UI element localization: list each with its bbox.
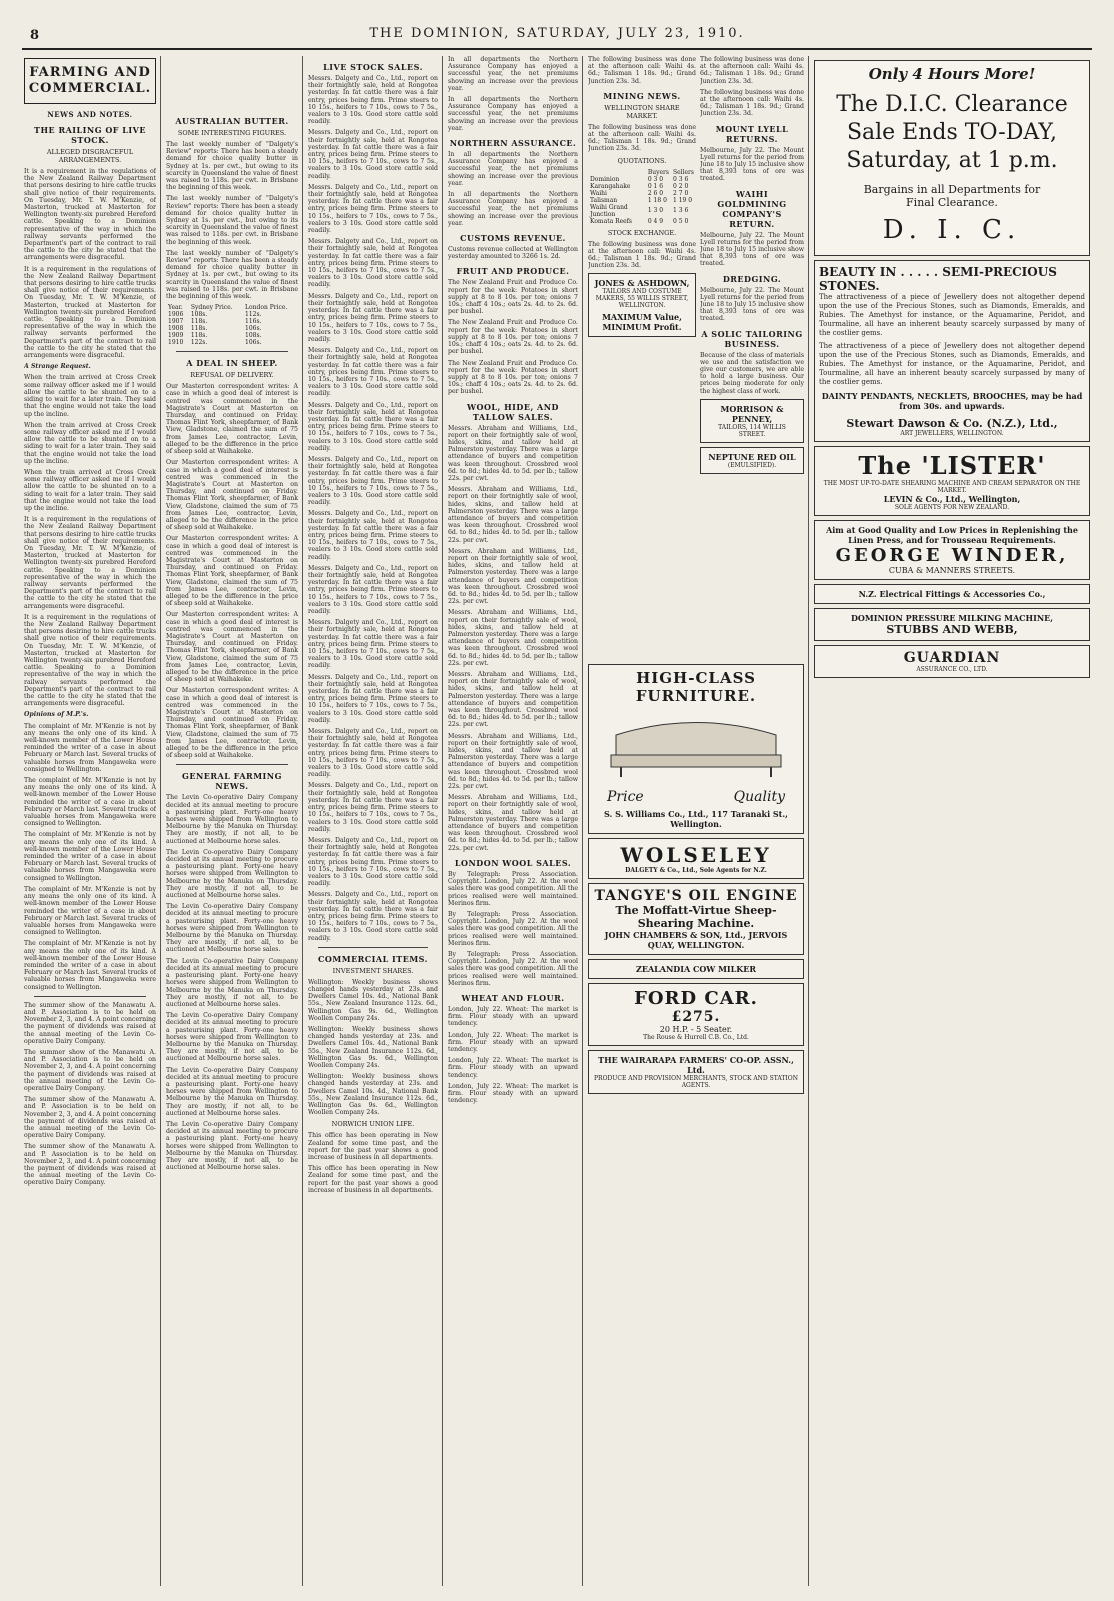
railing-article: It is a requirement in the regulations of the New Zealand Railway Department that persons desiring to hire cattle trucks shall give notice of their requirements. On Tuesday, Mr. T. W. M'Kenzie, of Masterton, trucked at Masterton for Wellington twenty-six purebred Hereford cattle. Speaking to a Dominion representative of the way in which the railway servants performed the Department's part of the contract to rail the cattle to the city he stated that the arrangements were disgraceful. [24,516,156,610]
table-row [166,332,298,339]
london-article: By Telegraph: Press Association. Copyright. London, July 22. At the wool sales there was good competition. All the prices realised were well maintained. Merinos firm. [448,950,578,987]
column-farming [24,56,156,1586]
wairarapa-name: THE WAIRARAPA FARMERS' CO-OP. ASSN., Ltd. [598,1055,794,1075]
neptune-sub: (EMULSIFIED). [727,461,777,469]
sofa-illustration [596,705,796,785]
furniture-ad [588,664,804,834]
table-cell: Dominion [590,175,620,183]
column-rule [442,56,443,1586]
tangye-ad [588,883,804,955]
wool-article: Messrs. Abraham and Williams, Ltd., report on their fortnightly sale of wool, hides, skins, and tallow held at Palmerston yesterday. There was a large attendance of buyers and competition was keen throughout. Crossbred wool 6d. to 8d.; hides 4d. to 5d. per lb.; tallow 22s. per cwt. [448,794,578,852]
table-cell: 2 7 0 [673,189,689,197]
page-number: 8 [30,28,40,43]
morrison-penney-ad [700,399,804,443]
winder-name: GEORGE WINDER, [835,545,1069,566]
electrical-name: N.Z. Electrical Fittings & Accessories Co., [858,589,1046,599]
table-cell: 0 4 9 [647,217,664,225]
wolseley-ad [588,838,804,879]
stewart-name: Stewart Dawson & Co. (N.Z.), Ltd., [846,417,1058,430]
butter-article: The last weekly number of "Dalgety's Review" reports: There has been a steady demand for choice quality butter in Sydney at 1s. per cwt., but owing to its scarcity in Queensland the value of finest was raised to 118s. per cwt. in Brisbane the beginning of this week. [166,249,298,301]
lyell-article: Melbourne, July 22. The Mount Lyell returns for the period from June 18 to July 15 inclusive show that 8,393 tons of ore was treated. [700,231,804,268]
share-heading: WELLINGTON SHARE MARKET. [604,103,680,120]
stubbs-name: STUBBS AND WEBB, [886,623,1018,636]
waihi-heading: WAIHI GOLDMINING COMPANY'S RETURN. [717,188,787,229]
fruit-article: The New Zealand Fruit and Produce Co. report for the week: Potatoes in short supply at 8 to 8 10s. per ton; onions 7 10s.; chaff 4 10s.; oats 2s. 4d. to 2s. 6d. per bushel. [448,279,578,316]
sheep-article: Our Masterton correspondent writes: A case in which a good deal of interest is centred was commenced in the Magistrate's Court at Masterton on Thursday, and continued on Friday. Thomas Flint York, sheepfarmer, of Bank View, Gladstone, claimed the sum of 75 from James Lee, contractor, Levin, alleged to be the difference in the price of sheep sold at Waihakeke. [166,459,298,532]
railing-article: It is a requirement in the regulations of the New Zealand Railway Department that persons desiring to hire cattle trucks shall give notice of their requirements. On Tuesday, Mr. T. W. M'Kenzie, of Masterton, trucked at Masterton for Wellington twenty-six purebred Hereford cattle. Speaking to a Dominion representative of the way in which the railway servants performed the Department's part of the contract to rail the cattle to the city he stated that the arrangements were disgraceful. [24,265,156,360]
table-cell: 0 3 0 [647,175,664,183]
table-row [588,176,696,183]
fruit-article: The New Zealand Fruit and Produce Co. report for the week: Potatoes in short supply at 8 to 8 10s. per ton; onions 7 10s.; chaff 4 10s.; oats 2s. 4d. to 2s. 6d. per bushel. [448,359,578,396]
wool-article: Messrs. Abraham and Williams, Ltd., report on their fortnightly sale of wool, hides, skins, and tallow held at Palmerston yesterday. There was a large attendance of buyers and competition was keen throughout. Crossbred wool 6d. to 8d.; hides 4d. to 5d. per lb.; tallow 22s. per cwt. [448,424,578,482]
table-cell: 0 3 6 [673,175,689,183]
livestock-heading: LIVE STOCK SALES. [323,62,423,72]
general-article: The Levin Co-operative Dairy Company decided at its annual meeting to procure a pasteurising plant. Forty-one heavy horses were shipped from Wellington to Melbourne by the Manuka on Thursday. They are mostly, if not all, to be auctioned at Melbourne horse sales. [166,794,298,845]
page-header [22,26,1092,50]
tangye-name: TANGYE'S OIL ENGINE [594,888,798,904]
investment-article: Wellington: Weekly business shows changed hands yesterday at 23s. and Dwellers Camel 10s. 4d., National Bank 55s., New Zealand Insurance 112s. 6d., Wellington Gas 9s. 6d., Wellington Woollen Company 24s. [308,978,438,1022]
wool-heading: WOOL, HIDE, AND TALLOW SALES. [467,401,559,422]
wheat-article: London, July 22. Wheat: The market is firm. Flour steady with an upward tendency. [448,1031,578,1053]
livestock-article: Messrs. Dalgety and Co., Ltd., report on their fortnightly sale, held at Rongotea yesterday. In fat cattle there was a fair entry, prices being firm. Prime steers to 10 15s., heifers to 7 10s., cows to 7 5s., vealers to 3 10s. Good store cattle sold readily. [308,129,438,180]
lyell-article: Melbourne, July 22. The Mount Lyell returns for the period from June 18 to July 15 inclusive show that 8,393 tons of ore was treated. [700,146,804,183]
wool-article: Messrs. Abraham and Williams, Ltd., report on their fortnightly sale of wool, hides, skins, and tallow held at Palmerston yesterday. There was a large attendance of buyers and competition was keen throughout. Crossbred wool 6d. to 8d.; hides 4d. to 5d. per lb.; tallow 22s. per cwt. [448,671,578,729]
general-article: The Levin Co-operative Dairy Company decided at its annual meeting to procure a pasteurising plant. Forty-one heavy horses were shipped from Wellington to Melbourne by the Manuka on Thursday. They are mostly, if not all, to be auctioned at Melbourne horse sales. [166,1120,298,1172]
beauty-ad [814,260,1090,442]
jones-sub: TAILORS AND COSTUME MAKERS, 55 WILLIS STREET, WELLINGTON. [595,288,689,310]
butter-article: The last weekly number of "Dalgety's Review" reports: There has been a steady demand for choice quality butter in Sydney at 1s. per cwt., but owing to its scarcity in Queensland the value of finest was raised to 118s. per cwt. in Brisbane the beginning of this week. [166,141,298,192]
fruit-heading: FRUIT AND PRODUCE. [456,266,570,277]
opinions-article: The complaint of Mr. M'Kenzie is not by any means the only one of its kind. A well-known member of the Lower House reminded the writer of a case in about February or March last. Several trucks of valuable horses from Mangaweka were consigned to Wellington. [24,885,156,937]
commercial-heading: COMMERCIAL ITEMS. [318,953,428,964]
summary-article: The following business was done at the afternoon call: Waihi 4s. 6d.; Talisman 1 18s. 9d.; Grand Junction 23s. 3d. [700,88,804,118]
investment-subheading: INVESTMENT SHARES. [332,966,414,975]
table-cell: 0 5 0 [673,217,689,225]
sheep-heading: A DEAL IN SHEEP. [186,358,278,369]
london-article: By Telegraph: Press Association. Copyright. London, July 22. At the wool sales there was good competition. All the prices realised were well maintained. Merinos firm. [448,870,578,907]
dominion-milking: DOMINION PRESSURE MILKING MACHINE, [850,613,1054,623]
table-header: Sellers [673,168,694,176]
wool-article: Messrs. Abraham and Williams, Ltd., report on their fortnightly sale of wool, hides, skins, and tallow held at Palmerston yesterday. There was a large attendance of buyers and competition was keen throughout. Crossbred wool 6d. to 8d.; hides 4d. to 5d. per lb.; tallow 22s. per cwt. [448,609,578,667]
jones-ashdown-ad [588,273,696,337]
sheep-article: Our Masterton correspondent writes: A case in which a good deal of interest is centred was commenced in the Magistrate's Court at Masterton on Thursday, and continued on Friday. Thomas Flint York, sheepfarmer, of Bank View, Gladstone, claimed the sum of 75 from James Lee, contractor, Levin, alleged to be the difference in the price of sheep sold at Waihakeke. [166,611,298,684]
divider [176,764,288,765]
general-heading: GENERAL FARMING NEWS. [182,771,282,792]
table-row [588,197,696,204]
railing-heading: THE RAILING OF LIVE STOCK. [34,125,146,145]
table-header: London Price. [245,304,288,312]
table-cell: 1906 [168,311,184,319]
zealandia-name: ZEALANDIA COW MILKER [636,964,756,974]
table-cell: 112s. [245,311,262,319]
table-cell: 1908 [168,325,184,333]
table-cell: 116s. [245,318,262,326]
show-article: The summer show of the Manawatu A. and P. Association is to be held on November 2, 3, and 4. A point concerning the payment of dividends was raised at the annual meeting of the Levin Co-operative Dairy Company. [24,1096,156,1140]
dic-ad [814,60,1090,256]
dic-main: The D.I.C. Clearance Sale Ends TO-DAY, Saturday, at 1 p.m. [836,92,1068,173]
table-header [588,169,646,176]
divider [176,351,288,352]
divider [34,996,146,997]
table-cell: 108s. [245,332,262,340]
dic-top: Only 4 Hours More! [868,65,1036,83]
sheep-article: Our Masterton correspondent writes: A case in which a good deal of interest is centred was commenced in the Magistrate's Court at Masterton on Thursday, and continued on Friday. Thomas Flint York, sheepfarmer, of Bank View, Gladstone, claimed the sum of 75 from James Lee, contractor, Levin, alleged to be the difference in the price of sheep sold at Waihakeke. [166,535,298,608]
table-cell: Karangahake [590,182,631,190]
divider [318,947,428,948]
linen-heading: Aim at Good Quality and Low Prices in Replenishing the Linen Press, and for Trousseau Requirements. [826,525,1078,545]
table-cell: 108s. [190,311,208,319]
table-cell: 118s. [190,318,208,326]
furniture-heading: HIGH-CLASS FURNITURE. [635,669,757,705]
column-rule [582,56,583,1586]
dic-logo: D. I. C. [882,215,1022,245]
table-header: Sydney Price. [190,304,233,312]
column-ads-right [814,56,1090,1586]
table-row [166,318,298,325]
table-cell: 118s. [190,332,208,340]
rouse-name: The Rouse & Hurrell C.B. Co., Ltd. [643,1034,749,1041]
table-row [166,325,298,332]
column-livestock [308,56,438,1586]
general-article: The Levin Co-operative Dairy Company decided at its annual meeting to procure a pasteurising plant. Forty-one heavy horses were shipped from Wellington to Melbourne by the Manuka on Thursday. They are mostly, if not all, to be auctioned at Melbourne horse sales. [166,848,298,900]
livestock-article: Messrs. Dalgety and Co., Ltd., report on their fortnightly sale, held at Rongotea yesterday. In fat cattle there was a fair entry, prices being firm. Prime steers to 10 15s., heifers to 7 10s., cows to 7 5s., vealers to 3 10s. Good store cattle sold readily. [308,619,438,670]
chambers-name: JOHN CHAMBERS & SON, Ltd., JERVOIS QUAY, WELLINGTON. [604,930,788,950]
lister-ad [814,446,1090,516]
guardian-name: GUARDIAN [903,650,1001,666]
table-cell: 1910 [168,339,184,347]
norwich-subheading: NORWICH UNION LIFE. [331,1120,415,1129]
jones-maxim: MAXIMUM Value, MINIMUM Profit. [602,312,682,333]
table-cell: Waihi [590,189,607,197]
norwich-article: This office has been operating in New Zealand for some time past, and the report for the past year shows a good increase of business in all departments. [308,1132,438,1162]
table-cell: Komata Reefs [590,217,633,225]
table-row [588,190,696,197]
zealandia-ad [588,959,804,979]
news-heading: NEWS AND NOTES. [47,110,133,119]
livestock-article: Messrs. Dalgety and Co., Ltd., report on their fortnightly sale, held at Rongotea yesterday. In fat cattle there was a fair entry, prices being firm. Prime steers to 10 15s., heifers to 7 10s., cows to 7 5s., vealers to 3 10s. Good store cattle sold readily. [308,728,438,779]
table-cell: Waihi Grand Junction [590,203,628,218]
table-header: Buyers [647,168,669,176]
wool-article: Messrs. Abraham and Williams, Ltd., report on their fortnightly sale of wool, hides, skins, and tallow held at Palmerston yesterday. There was a large attendance of buyers and competition was keen throughout. Crossbred wool 6d. to 8d.; hides 4d. to 5d. per lb.; tallow 22s. per cwt. [448,486,578,544]
table-row [166,311,298,318]
strange-article: When the train arrived at Cross Creek some railway officer asked me if I would allow the cattle to be shunted on to a siding to wait for a later train. They said that the engine would not take the load up the incline. [24,374,156,418]
livestock-article: Messrs. Dalgety and Co., Ltd., report on their fortnightly sale, held at Rongotea yesterday. In fat cattle there was a fair entry, prices being firm. Prime steers to 10 15s., heifers to 7 10s., cows to 7 5s., vealers to 3 10s. Good store cattle sold readily. [308,782,438,833]
summary-article: The following business was done at the afternoon call: Waihi 4s. 6d.; Talisman 1 18s. 9d.; Grand Junction 23s. 3d. [588,123,696,153]
railing-article: It is a requirement in the regulations of the New Zealand Railway Department that persons desiring to hire cattle trucks shall give notice of their requirements. On Tuesday, Mr. T. W. M'Kenzie, of Masterton, trucked at Masterton for Wellington twenty-six purebred Hereford cattle. Speaking to a Dominion representative of the way in which the railway servants performed the Department's part of the contract to rail the cattle to the city he stated that the arrangements were disgraceful. [24,168,156,262]
customs-heading: CUSTOMS REVENUE. [460,233,566,244]
general-article: The Levin Co-operative Dairy Company decided at its annual meeting to procure a pasteurising plant. Forty-one heavy horses were shipped from Wellington to Melbourne by the Manuka on Thursday. They are mostly, if not all, to be auctioned at Melbourne horse sales. [166,903,298,954]
sheep-article: Our Masterton correspondent writes: A case in which a good deal of interest is centred was commenced in the Magistrate's Court at Masterton on Thursday, and continued on Friday. Thomas Flint York, sheepfarmer, of Bank View, Gladstone, claimed the sum of 75 from James Lee, contractor, Levin, alleged to be the difference in the price of sheep sold at Waihakeke. [166,687,298,760]
exchange-heading: STOCK EXCHANGE. [607,228,677,237]
railing-article: It is a requirement in the regulations of the New Zealand Railway Department that persons desiring to hire cattle trucks shall give notice of their requirements. On Tuesday, Mr. T. W. M'Kenzie, of Masterton, trucked at Masterton for Wellington twenty-six purebred Hereford cattle. Speaking to a Dominion representative of the way in which the railway servants performed the Department's part of the contract to rail the cattle to the city he stated that the arrangements were disgraceful. [24,613,156,708]
show-article: The summer show of the Manawatu A. and P. Association is to be held on November 2, 3, and 4. A point concerning the payment of dividends was raised at the annual meeting of the Levin Co-operative Dairy Company. [24,1001,156,1045]
levin-name: LEVIN & Co., Ltd., Wellington, [883,494,1021,504]
quotations-table [588,169,696,225]
wolseley-name: WOLSELEY [620,843,772,867]
butter-article: The last weekly number of "Dalgety's Review" reports: There has been a steady demand for choice quality butter in Sydney at 1s. per cwt., but owing to its scarcity in Queensland the value of finest was raised to 118s. per cwt. in Brisbane the beginning of this week. [166,195,298,246]
beauty-body: The attractiveness of a piece of Jewellery does not altogether depend upon the use of the Precious Stones, such as Diamonds, Emeralds, and Rubies. The Amethyst for instance, or the Aquamarine, Peridot, and Tourmaline, all have an inherent beauty scarcely surpassed by many of the costlier gems. [819,342,1085,386]
lyell-article: Melbourne, July 22. The Mount Lyell returns for the period from June 18 to July 15 inclusive show that 8,393 tons of ore was treated. [700,286,804,323]
table-cell: 0 2 0 [673,182,689,190]
summary-article: The following business was done at the afternoon call: Waihi 4s. 6d.; Talisman 1 18s. 9d.; Grand Junction 23s. 3d. [700,56,804,85]
livestock-article: Messrs. Dalgety and Co., Ltd., report on their fortnightly sale, held at Rongotea yesterday. In fat cattle there was a fair entry, prices being firm. Prime steers to 10 15s., heifers to 7 10s., cows to 7 5s., vealers to 3 10s. Good store cattle sold readily. [308,673,438,724]
beauty-footer: DAINTY PENDANTS, NECKLETS, BROOCHES, may be had from 30s. and upwards. [821,391,1083,411]
butter-heading: AUSTRALIAN BUTTER. [175,116,289,126]
dredging-heading: DREDGING. [722,273,782,284]
show-article: The summer show of the Manawatu A. and P. Association is to be held on November 2, 3, and 4. A point concerning the payment of dividends was raised at the annual meeting of the Levin Co-operative Dairy Company. [24,1143,156,1187]
ford-name: FORD CAR. [634,988,758,1009]
table-cell: 1 19 0 [673,196,693,204]
price-label: Price [607,789,644,805]
table-cell: 122s. [190,339,208,347]
ford-price: £275. [671,1009,721,1025]
milking-ad [814,608,1090,641]
table-cell: 1909 [168,332,184,340]
ford-hp: 20 H.P. - 5 Seater. [659,1025,733,1034]
livestock-article: Messrs. Dalgety and Co., Ltd., report on their fortnightly sale, held at Rongotea yesterday. In fat cattle there was a fair entry, prices being firm. Prime steers to 10 15s., heifers to 7 10s., cows to 7 5s., vealers to 3 10s. Good store cattle sold readily. [308,75,438,126]
butter-subheading: SOME INTERESTING FIGURES. [177,129,287,137]
investment-article: Wellington: Weekly business shows changed hands yesterday at 23s. and Dwellers Camel 10s. 4d., National Bank 55s., New Zealand Insurance 112s. 6d., Wellington Gas 9s. 6d., Wellington Woollen Company 24s. [308,1025,438,1069]
table-cell: Talisman [590,196,618,204]
quality-label: Quality [733,789,785,805]
column-butter [166,56,298,1586]
table-row [588,204,696,218]
lister-name: The 'LISTER' [858,451,1046,480]
fruit-article: The New Zealand Fruit and Produce Co. report for the week: Potatoes in short supply at 8 to 8 10s. per ton; onions 7 10s.; chaff 4 10s.; oats 2s. 4d. to 2s. 6d. per bushel. [448,319,578,356]
norwich-article: This office has been operating in New Zealand for some time past, and the report for the past year shows a good increase of business in all departments. [308,1165,438,1194]
section-title: FARMING AND COMMERCIAL. [24,58,156,104]
table-cell: 106s. [245,339,262,347]
wairarapa-sub: PRODUCE AND PROVISION MERCHANTS, STOCK AND STATION AGENTS. [594,1075,798,1089]
strange-article: When the train arrived at Cross Creek some railway officer asked me if I would allow the cattle to be shunted on to a siding to wait for a later train. They said that the engine would not take the load up the incline. [24,421,156,465]
table-row [588,183,696,190]
strange-article: When the train arrived at Cross Creek some railway officer asked me if I would allow the cattle to be shunted on to a siding to wait for a later train. They said that the engine would not take the load up the incline. [24,468,156,512]
wairarapa-ad [588,1050,804,1094]
beauty-body: The attractiveness of a piece of Jewellery does not altogether depend upon the use of the Precious Stones, such as Diamonds, Emeralds, and Rubies. The Amethyst for instance, or the Aquamarine, Peridot, and Tourmaline, all have an inherent beauty scarcely surpassed by many of the costlier gems. [819,293,1085,337]
summary-article: The following business was done at the afternoon call: Waihi 4s. 6d.; Talisman 1 18s. 9d.; Grand Junction 23s. 3d. [588,240,696,270]
assurance-article: In all departments the Northern Assurance Company has enjoyed a successful year, the net premiums showing an increase over the previous year. [448,191,578,227]
column-rule [302,56,303,1586]
table-row [166,339,298,346]
guardian-ad [814,645,1090,678]
table-cell: 1 3 6 [673,207,689,215]
morrison-name: MORRISON & PENNEY, [720,403,784,424]
railing-subheading: ALLEGED DISGRACEFUL ARRANGEMENTS. [46,148,134,164]
livestock-article: Messrs. Dalgety and Co., Ltd., report on their fortnightly sale, held at Rongotea yesterday. In fat cattle there was a fair entry, prices being firm. Prime steers to 10 15s., heifers to 7 10s., cows to 7 5s., vealers to 3 10s. Good store cattle sold readily. [308,238,438,289]
lister-sub: THE MOST UP-TO-DATE SHEARING MACHINE AND CREAM SEPARATOR ON THE MARKET. [823,480,1081,494]
livestock-article: Messrs. Dalgety and Co., Ltd., report on their fortnightly sale, held at Rongotea yesterday. In fat cattle there was a fair entry, prices being firm. Prime steers to 10 15s., heifers to 7 10s., cows to 7 5s., vealers to 3 10s. Good store cattle sold readily. [308,891,438,942]
quotations-heading: QUOTATIONS. [617,156,667,165]
assurance-article: In all departments the Northern Assurance Company has enjoyed a successful year, the net premiums showing an increase over the previous year. [448,56,578,92]
sheep-article: Our Masterton correspondent writes: A case in which a good deal of interest is centred was commenced in the Magistrate's Court at Masterton on Thursday, and continued on Friday. Thomas Flint York, sheepfarmer, of Bank View, Gladstone, claimed the sum of 75 from James Lee, contractor, Levin, alleged to be the difference in the price of sheep sold at Waihakeke. [166,383,298,456]
table-header: Year. [168,304,183,312]
beauty-heading: BEAUTY IN . . . . . SEMI-PRECIOUS STONES. [819,265,1057,293]
general-article: The Levin Co-operative Dairy Company decided at its annual meeting to procure a pasteurising plant. Forty-one heavy horses were shipped from Wellington to Melbourne by the Manuka on Thursday. They are mostly, if not all, to be auctioned at Melbourne horse sales. [166,957,298,1008]
winder-sub: CUBA & MANNERS STREETS. [888,566,1016,575]
williams-name: S. S. Williams Co., Ltd., 117 Taranaki St., Wellington. [604,809,788,829]
jones-name: JONES & ASHDOWN, [594,278,690,289]
column-rule [160,56,161,1586]
opinions-heading: Opinions of M.P.'s. [24,711,89,719]
table-row [588,218,696,225]
dic-line1: Bargains in all Departments for [863,183,1041,196]
livestock-article: Messrs. Dalgety and Co., Ltd., report on their fortnightly sale, held at Rongotea yesterday. In fat cattle there was a fair entry, prices being firm. Prime steers to 10 15s., heifers to 7 10s., cows to 7 5s., vealers to 3 10s. Good store cattle sold readily. [308,183,438,235]
column-assurance [448,56,578,1586]
general-article: The Levin Co-operative Dairy Company decided at its annual meeting to procure a pasteurising plant. Forty-one heavy horses were shipped from Wellington to Melbourne by the Manuka on Thursday. They are mostly, if not all, to be auctioned at Melbourne horse sales. [166,1012,298,1063]
table-cell: 1 18 0 [647,196,667,204]
livestock-article: Messrs. Dalgety and Co., Ltd., report on their fortnightly sale, held at Rongotea yesterday. In fat cattle there was a fair entry, prices being firm. Prime steers to 10 15s., heifers to 7 10s., cows to 7 5s., vealers to 3 10s. Good store cattle sold readily. [308,401,438,452]
stewart-sub: ART JEWELLERS, WELLINGTON. [900,430,1004,437]
table-cell: 2 6 0 [647,189,664,197]
sheep-subheading: REFUSAL OF DELIVERY. [190,371,274,380]
tailoring-article: Because of the class of materials we use and the satisfaction we give our customers, we are able to hold a large business. Our prices being moderate for only the highest class of work. [700,351,804,395]
opinions-article: The complaint of Mr. M'Kenzie is not by any means the only one of its kind. A well-known member of the Lower House reminded the writer of a case in about February or March last. Several trucks of valuable horses from Mangaweka were consigned to Wellington. [24,777,156,828]
investment-article: Wellington: Weekly business shows changed hands yesterday at 23s. and Dwellers Camel 10s. 4d., National Bank 55s., New Zealand Insurance 112s. 6d., Wellington Gas 9s. 6d., Wellington Woollen Company 24s. [308,1073,438,1117]
wolseley-agent: DALGETY & Co., Ltd., Sole Agents for N.Z. [625,867,767,874]
wheat-article: London, July 22. Wheat: The market is firm. Flour steady with an upward tendency. [448,1057,578,1079]
linen-ad [814,520,1090,580]
guardian-sub: ASSURANCE CO., LTD. [916,666,988,673]
assurance-article: In all departments the Northern Assurance Company has enjoyed a successful year, the net premiums showing an increase over the previous year. [448,151,578,187]
dic-line2: Final Clearance. [906,196,998,209]
electrical-ad [814,584,1090,604]
neptune-name: NEPTUNE RED OIL [708,451,796,462]
ads-block [588,660,804,1586]
wool-article: Messrs. Abraham and Williams, Ltd., report on their fortnightly sale of wool, hides, skins, and tallow held at Palmerston yesterday. There was a large attendance of buyers and competition was keen throughout. Crossbred wool 6d. to 8d.; hides 4d. to 5d. per lb.; tallow 22s. per cwt. [448,732,578,791]
wheat-heading: WHEAT AND FLOUR. [461,992,565,1003]
moffatt-name: The Moffatt-Virtue Sheep-Shearing Machine. [615,904,777,930]
wool-article: Messrs. Abraham and Williams, Ltd., report on their fortnightly sale of wool, hides, skins, and tallow held at Palmerston yesterday. There was a large attendance of buyers and competition was keen throughout. Crossbred wool 6d. to 8d.; hides 4d. to 5d. per lb.; tallow 22s. per cwt. [448,547,578,606]
opinions-article: The complaint of Mr. M'Kenzie is not by any means the only one of its kind. A well-known member of the Lower House reminded the writer of a case in about February or March last. Several trucks of valuable horses from Mangaweka were consigned to Wellington. [24,722,156,773]
general-article: The Levin Co-operative Dairy Company decided at its annual meeting to procure a pasteurising plant. Forty-one heavy horses were shipped from Wellington to Melbourne by the Manuka on Thursday. They are mostly, if not all, to be auctioned at Melbourne horse sales. [166,1066,298,1117]
column-rule [808,56,809,1586]
masthead: THE DOMINION, SATURDAY, JULY 23, 1910. [369,26,745,41]
show-article: The summer show of the Manawatu A. and P. Association is to be held on November 2, 3, and 4. A point concerning the payment of dividends was raised at the annual meeting of the Levin Co-operative Dairy Company. [24,1048,156,1092]
assurance-article: In all departments the Northern Assurance Company has enjoyed a successful year, the net premiums showing an increase over the previous year. [448,96,578,132]
tailoring-heading: A SOLIC TAILORING BUSINESS. [701,328,803,349]
livestock-article: Messrs. Dalgety and Co., Ltd., report on their fortnightly sale, held at Rongotea yesterday. In fat cattle there was a fair entry, prices being firm. Prime steers to 10 15s., heifers to 7 10s., cows to 7 5s., vealers to 3 10s. Good store cattle sold readily. [308,347,438,398]
customs-article: Customs revenue collected at Wellington yesterday amounted to 3266 1s. 2d. [448,246,578,261]
summary-article: The following business was done at the afternoon call: Waihi 4s. 6d.; Talisman 1 18s. 9d.; Grand Junction 23s. 3d. [588,56,696,85]
levin-sub: SOLE AGENTS FOR NEW ZEALAND. [894,504,1010,511]
mining-heading: MINING NEWS. [603,90,681,101]
table-cell: 1907 [168,318,184,326]
morrison-sub: TAILORS, 114 WILLIS STREET. [718,423,786,438]
london-heading: LONDON WOOL SALES. [454,857,572,868]
butter-price-table [166,304,298,346]
livestock-article: Messrs. Dalgety and Co., Ltd., report on their fortnightly sale, held at Rongotea yesterday. In fat cattle there was a fair entry, prices being firm. Prime steers to 10 15s., heifers to 7 10s., cows to 7 5s., vealers to 3 10s. Good store cattle sold readily. [308,292,438,343]
table-cell: 106s. [245,325,262,333]
livestock-article: Messrs. Dalgety and Co., Ltd., report on their fortnightly sale, held at Rongotea yesterday. In fat cattle there was a fair entry, prices being firm. Prime steers to 10 15s., heifers to 7 10s., cows to 7 5s., vealers to 3 10s. Good store cattle sold readily. [308,564,438,616]
strange-heading: A Strange Request. [24,363,91,371]
opinions-article: The complaint of Mr. M'Kenzie is not by any means the only one of its kind. A well-known member of the Lower House reminded the writer of a case in about February or March last. Several trucks of valuable horses from Mangaweka were consigned to Wellington. [24,940,156,991]
neptune-oil-ad [700,447,804,474]
assurance-heading: NORTHERN ASSURANCE. [449,138,577,149]
ford-ad [588,983,804,1046]
table-cell: 118s. [190,325,208,333]
wheat-article: London, July 22. Wheat: The market is firm. Flour steady with an upward tendency. [448,1082,578,1105]
table-cell: 0 1 6 [647,182,664,190]
livestock-article: Messrs. Dalgety and Co., Ltd., report on their fortnightly sale, held at Rongotea yesterday. In fat cattle there was a fair entry, prices being firm. Prime steers to 10 15s., heifers to 7 10s., cows to 7 5s., vealers to 3 10s. Good store cattle sold readily. [308,836,438,888]
wheat-article: London, July 22. Wheat: The market is firm. Flour steady with an upward tendency. [448,1005,578,1028]
london-article: By Telegraph: Press Association. Copyright. London, July 22. At the wool sales there was good competition. All the prices realised were well maintained. Merinos firm. [448,910,578,947]
opinions-article: The complaint of Mr. M'Kenzie is not by any means the only one of its kind. A well-known member of the Lower House reminded the writer of a case in about February or March last. Several trucks of valuable horses from Mangaweka were consigned to Wellington. [24,831,156,882]
table-cell: 1 3 0 [647,207,664,215]
lyell-heading: MOUNT LYELL RETURNS. [715,123,789,144]
livestock-article: Messrs. Dalgety and Co., Ltd., report on their fortnightly sale, held at Rongotea yesterday. In fat cattle there was a fair entry, prices being firm. Prime steers to 10 15s., heifers to 7 10s., cows to 7 5s., vealers to 3 10s. Good store cattle sold readily. [308,510,438,561]
livestock-article: Messrs. Dalgety and Co., Ltd., report on their fortnightly sale, held at Rongotea yesterday. In fat cattle there was a fair entry, prices being firm. Prime steers to 10 15s., heifers to 7 10s., cows to 7 5s., vealers to 3 10s. Good store cattle sold readily. [308,455,438,507]
